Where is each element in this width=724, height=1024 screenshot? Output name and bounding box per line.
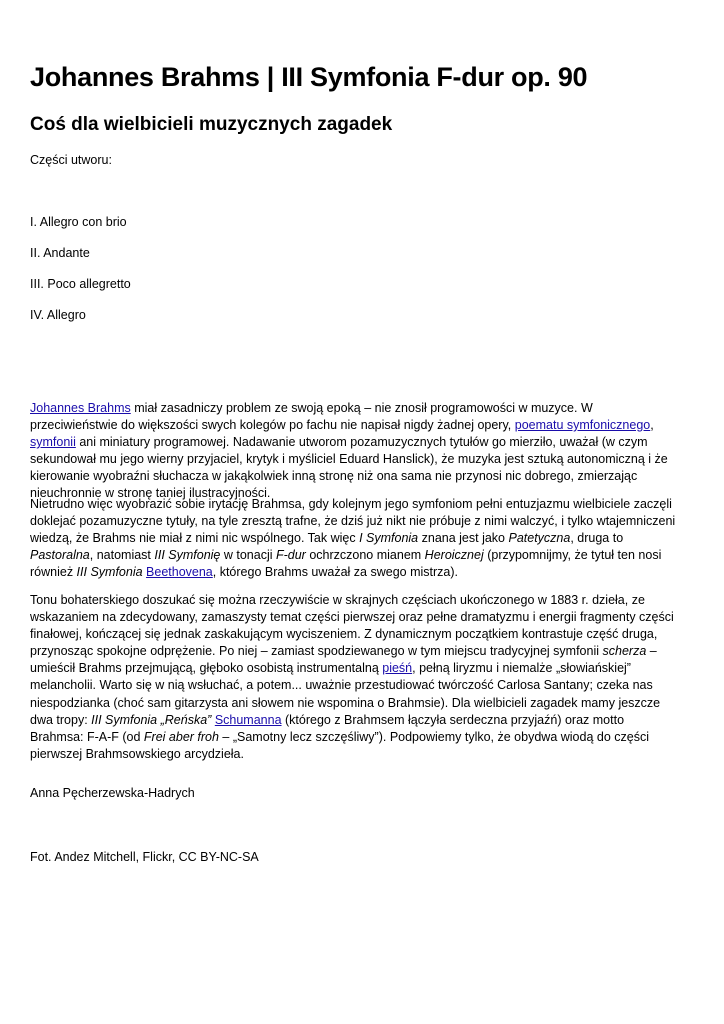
link-symfonia[interactable]: symfonii [30, 435, 76, 450]
part-item-1: I. Allegro con brio [30, 215, 127, 229]
paragraph-3: Tonu bohaterskiego doszukać się można rzeczywiście w skrajnych częściach ukończonego w 1883 r. dzieła, ze wskazaniem na zdecydowany, zamaszysty temat części pierwszej oraz pełne dramatyzmu i energii fragmenty części finałowej, kończącej się jednak zaskakującym wyciszeniem. Z dynamicznym początkiem kontrastuje część druga, przynosząc spokojne odprężenie. Po niej – zamiast spodziewanego w tym miejscu tradycyjnej symfonii scherza – umieścił Brahms przejmującą, głęboko osobistą instrumentalną pieśń, pełną liryzmu i niemalże „słowiańskiej” melancholii. Warto się w nią wsłuchać, a potem... uważnie przestudiować twórczość Carlosa Santany; czeka nas niespodzianka (choć sam gitarzysta ani słowem nie wspomina o Brahmsie). Dla wielbicieli zagadek mamy jeszcze dwa tropy: III Symfonia „Reńska” Schumanna (którego z Brahmsem łączyła serdeczna przyjaźń) oraz motto Brahmsa: F-A-F (od Frei aber froh – „Samotny lecz szczęśliwy”). Podpowiemy tylko, że obydwa wiodą do części pierwszej Brahmsowskiego arcydzieła. [30, 593, 674, 761]
page-title: Johannes Brahms | III Symfonia F-dur op. 90 [30, 62, 588, 92]
part-item-3: III. Poco allegretto [30, 277, 131, 291]
link-piesn[interactable]: pieśń [382, 661, 413, 676]
link-poemat-symfoniczny[interactable]: poematu symfonicznego [514, 418, 651, 433]
link-beethoven[interactable]: Beethovena [146, 565, 213, 580]
author-name: Anna Pęcherzewska-Hadrych [30, 786, 195, 800]
paragraph-2: Nietrudno więc wyobrazić sobie irytację Brahmsa, gdy kolejnym jego symfoniom pełni entuzjazmu wielbiciele zaczęli doklejać pozamuzyczne tytuły, na tyle zresztą trafne, że dziś już nikt nie próbuje z nimi walczyć, i tylko wtajemniczeni wiedzą, że Brahms nie miał z nimi nic wspólnego. Tak więc I Symfonia znana jest jako Patetyczna, druga to Pastoralna, natomiast III Symfonię w tonacji F-dur ochrzczono mianem Heroicznej (przypomnijmy, że tytuł ten nosi również III Symfonia Beethovena, którego Brahms uważał za swego mistrza). [30, 497, 676, 580]
parts-label: Części utworu: [30, 153, 112, 167]
paragraph-1: Johannes Brahms miał zasadniczy problem ze swoją epoką – nie znosił programowości w muzyce. W przeciwieństwie do większości swych kolegów po fachu nie napisał nigdy żadnej opery, poematu symfonicznego, symfonii ani miniatury programowej. Nadawanie utworom pozamuzycznych tytułów go mierziło, uważał (w czym sekundował mu jego wierny przyjaciel, krytyk i myśliciel Eduard Hanslick), że muzyka jest sztuką autonomiczną i że kierowanie wyobraźni słuchacza w jakąkolwiek inną stronę niż ona sama nie przynosi nic dobrego, zmierzając nieuchronnie w stronę taniej ilustracyjności. [30, 401, 668, 501]
photo-credit: Fot. Andez Mitchell, Flickr, CC BY-NC-SA [30, 850, 259, 864]
part-item-4: IV. Allegro [30, 308, 86, 322]
part-item-2: II. Andante [30, 246, 90, 260]
link-johannes-brahms[interactable]: Johannes Brahms [30, 401, 131, 415]
link-schumann[interactable]: Schumanna [214, 712, 282, 727]
page-subtitle: Coś dla wielbicieli muzycznych zagadek [30, 114, 393, 135]
